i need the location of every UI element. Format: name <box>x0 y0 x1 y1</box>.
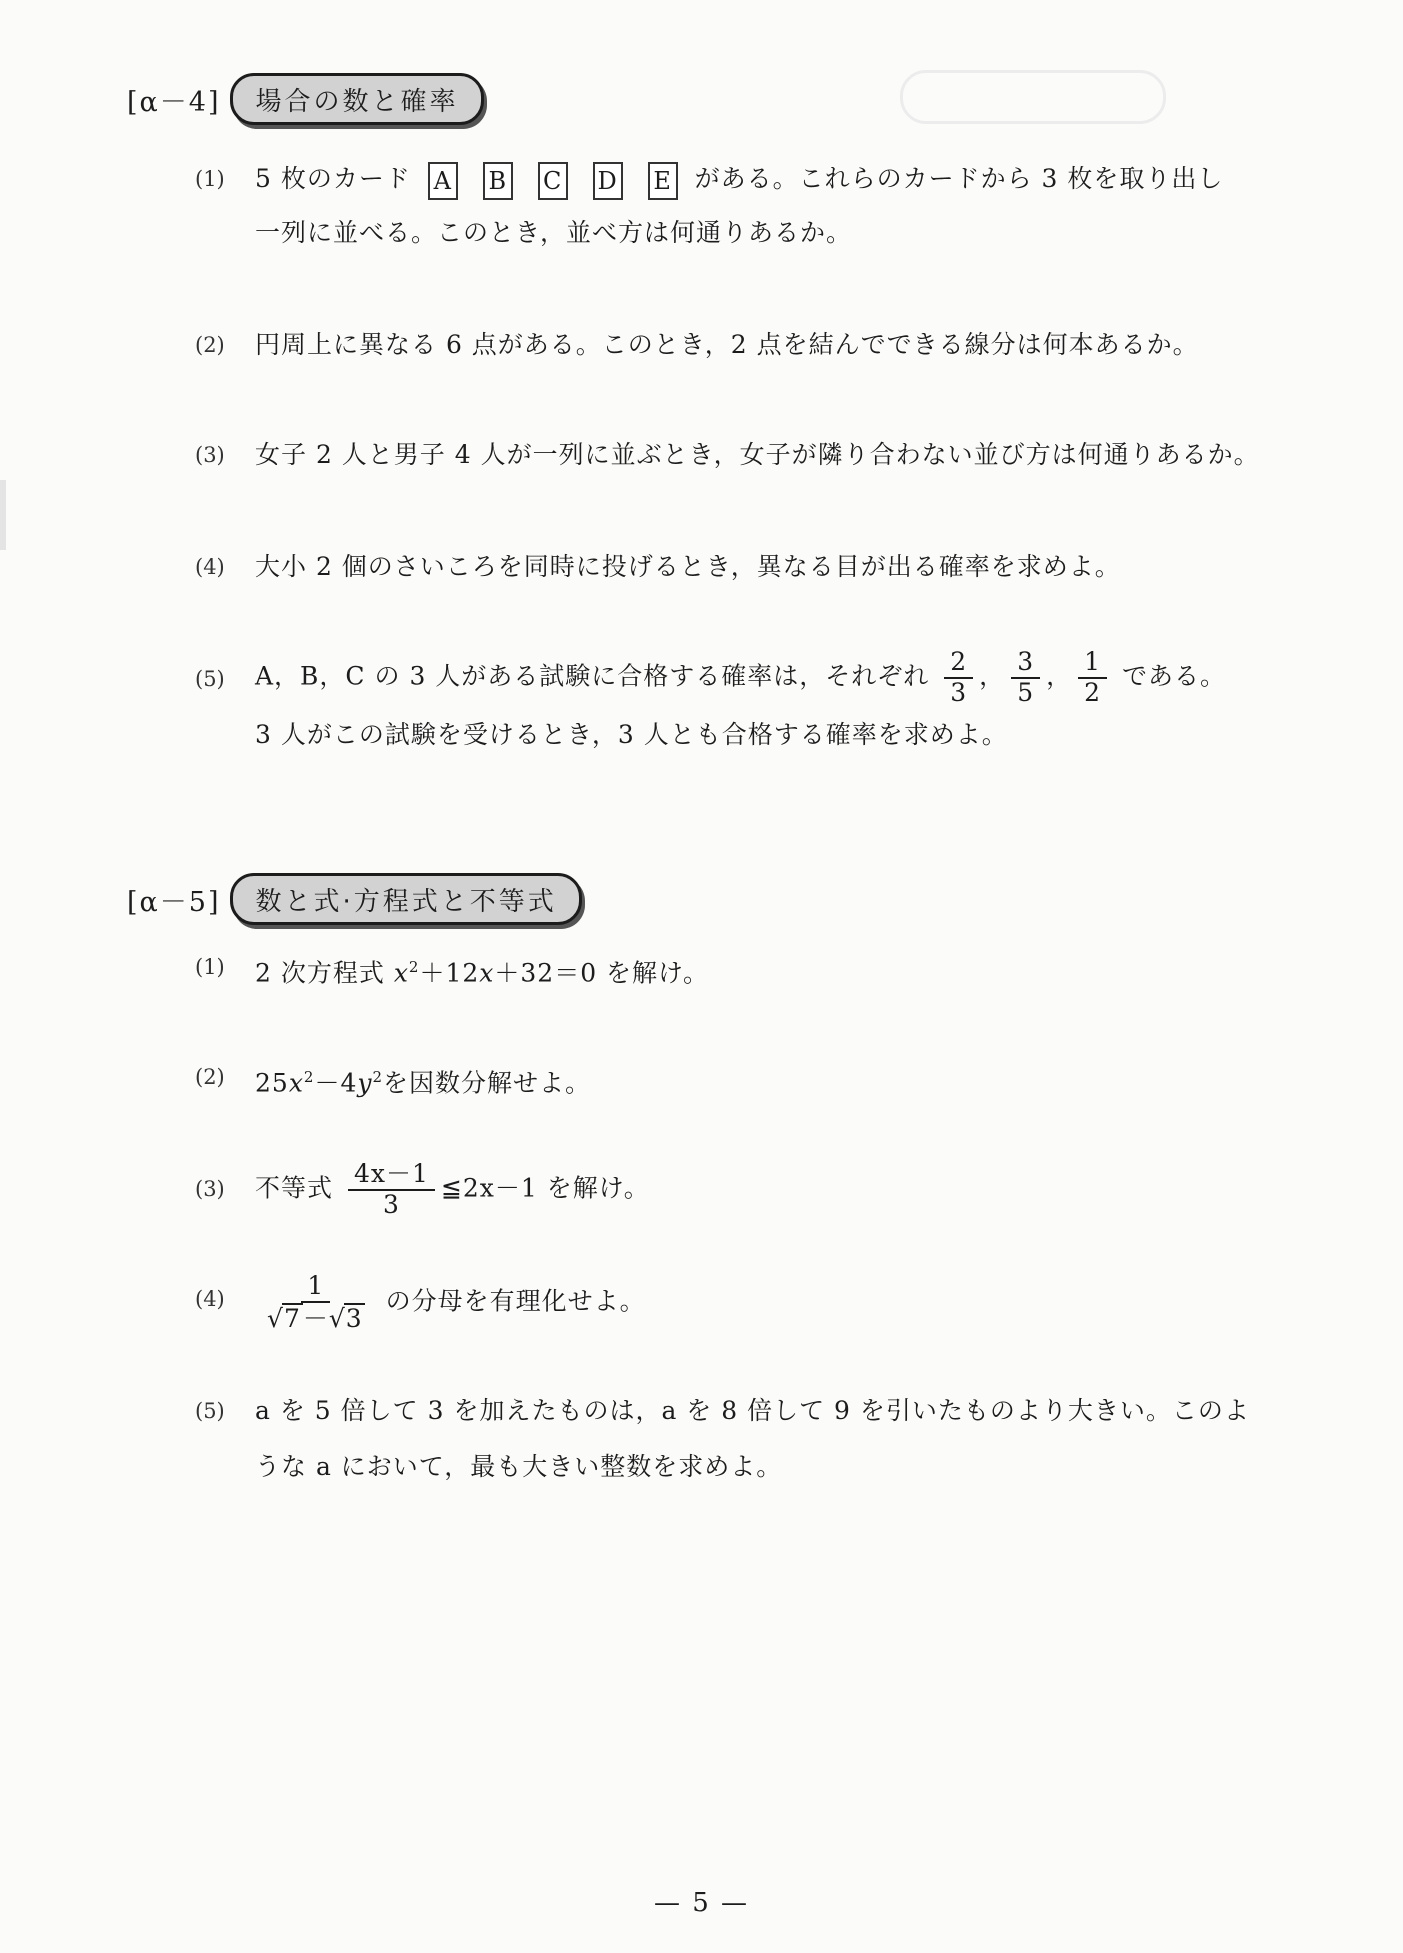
fraction-numerator: 3 <box>1011 648 1040 679</box>
s5-q4-number: (4) <box>195 1287 225 1311</box>
s4-q4-number: (4) <box>195 555 225 579</box>
s5-q2-post: を因数分解せよ。 <box>383 1068 592 1098</box>
section-4-title: 場合の数と確率 <box>230 73 483 125</box>
s5-q1-text <box>255 940 709 1000</box>
fraction-denominator: 5 <box>1017 677 1035 707</box>
section-4-header <box>127 72 484 126</box>
s4-q3-text: 女子 2 人と男子 4 人が一列に並ぶとき，女子が隣り合わない並び方は何通りあるか。 <box>255 440 1260 469</box>
fraction-4x-1-over-3 <box>348 1160 435 1220</box>
s5-q5-number: (5) <box>195 1399 225 1423</box>
section-5-title: 数と式·方程式と不等式 <box>230 873 581 925</box>
exponent: 2 <box>408 958 420 976</box>
s5-q4-text <box>255 1272 646 1334</box>
bleed-through-mark <box>900 70 1166 124</box>
var-y: y <box>357 1068 373 1098</box>
s4-q5-number: (5) <box>195 667 225 691</box>
separator: ， <box>979 661 1006 691</box>
s5-q2-number: (2) <box>195 1065 225 1089</box>
term: ＋32＝0 <box>494 958 598 988</box>
s4-q1-post: がある。これらのカードから 3 枚を取り出し <box>694 164 1224 193</box>
scan-edge-mark <box>0 480 6 550</box>
radicand: 7 <box>283 1303 301 1333</box>
s4-q5-pre: A，B，C の 3 人がある試験に合格する確率は，それぞれ <box>255 661 930 691</box>
term: ＋12 <box>419 958 480 988</box>
card-b: B <box>483 162 513 200</box>
inequality-rhs: ≦2x－1 <box>440 1173 538 1203</box>
section-5-label: [α－5] <box>127 886 221 918</box>
fraction-numerator: 1 <box>1078 648 1107 679</box>
s5-q1-pre: 2 次方程式 <box>255 958 394 988</box>
s5-q1-post: を解け。 <box>597 958 710 988</box>
s4-q1-line1 <box>255 152 1223 206</box>
card-e: E <box>648 162 678 200</box>
var-x: x <box>479 958 495 988</box>
fraction-numerator: 1 <box>301 1272 330 1303</box>
s4-q5-post: である。 <box>1121 661 1226 691</box>
s4-q1-line2: 一列に並べる。このとき，並べ方は何通りあるか。 <box>255 218 853 247</box>
fraction-1-2 <box>1078 648 1107 708</box>
s4-q1-pre: 5 枚のカード <box>255 164 411 193</box>
s5-q2-text <box>255 1050 591 1110</box>
s5-q3-number: (3) <box>195 1177 225 1201</box>
s5-q5-line1: a を 5 倍して 3 を加えたものは，a を 8 倍して 9 を引いたものより大きい。このよ <box>255 1396 1250 1425</box>
s4-q5-line2: 3 人がこの試験を受けるとき，3 人とも合格する確率を求めよ。 <box>255 720 1008 749</box>
exponent: 2 <box>303 1068 315 1086</box>
s4-q3-number: (3) <box>195 443 225 467</box>
s4-q5-line1 <box>255 648 1226 708</box>
fraction-3-5 <box>1011 648 1040 708</box>
minus-sign: － <box>302 1303 329 1333</box>
section-5-header <box>127 872 582 926</box>
exponent: 2 <box>372 1068 384 1086</box>
fraction-numerator: 4x－1 <box>348 1160 435 1191</box>
s4-q2-text: 円周上に異なる 6 点がある。このとき，2 点を結んでできる線分は何本あるか。 <box>255 330 1199 359</box>
fraction-numerator: 2 <box>944 648 973 679</box>
coef: －4 <box>314 1068 358 1098</box>
section-4-label: [α－4] <box>127 86 221 118</box>
s4-q4-text: 大小 2 個のさいころを同時に投げるとき，異なる目が出る確率を求めよ。 <box>255 552 1121 581</box>
fraction-denominator: √7－√3 <box>267 1303 363 1333</box>
fraction-denominator: 2 <box>1084 677 1102 707</box>
radicand: 3 <box>345 1303 363 1333</box>
page-number: — 5 — <box>653 1888 750 1918</box>
s5-q3-text <box>255 1160 650 1220</box>
s4-q1-number: (1) <box>195 167 225 191</box>
s5-q5-line2: うな a において，最も大きい整数を求めよ。 <box>255 1452 783 1481</box>
fraction-denominator: 3 <box>950 677 968 707</box>
card-d: D <box>593 162 623 200</box>
var-x: x <box>288 1068 304 1098</box>
s5-q1-number: (1) <box>195 955 225 979</box>
card-a: A <box>428 162 458 200</box>
s5-q3-post: を解け。 <box>537 1173 650 1203</box>
s4-q2-number: (2) <box>195 333 225 357</box>
separator: ， <box>1046 661 1073 691</box>
s5-q3-pre: 不等式 <box>255 1173 334 1203</box>
fraction-rationalize <box>261 1272 371 1334</box>
coef: 25 <box>255 1068 289 1098</box>
fraction-2-3 <box>944 648 973 708</box>
s5-q4-post: の分母を有理化せよ。 <box>385 1286 646 1316</box>
fraction-denominator: 3 <box>382 1189 400 1219</box>
card-c: C <box>538 162 568 200</box>
var-x: x <box>393 958 409 988</box>
